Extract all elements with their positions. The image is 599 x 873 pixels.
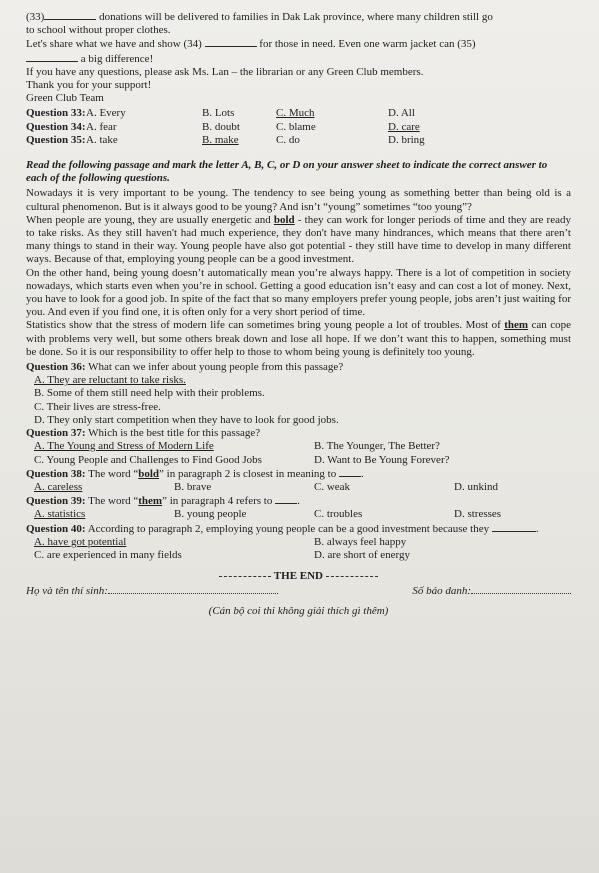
option-b[interactable]: B. Some of them still need help with their problems.	[34, 387, 265, 400]
option-a[interactable]: A. Every	[86, 107, 126, 120]
keyword-bold: bold	[138, 467, 160, 480]
divider	[219, 576, 271, 577]
question-label: Question 39:	[26, 495, 86, 508]
the-end-marker	[26, 570, 571, 583]
option-c[interactable]: C. blame	[276, 120, 316, 133]
option-a[interactable]: A. fear	[86, 120, 117, 133]
question-text: The word “	[85, 467, 139, 480]
option-d[interactable]: D. care	[388, 120, 420, 133]
question-37	[26, 427, 571, 467]
question-text: ” in paragraph 4 refers to	[162, 495, 273, 508]
keyword-them: them	[138, 495, 163, 508]
passage-text: can cope with problems very well, but some others break down and lose all hope. If we don’t want this to happen, something must be done. So it is our responsibility to offer help to those to whom being young is definitely too young.	[26, 319, 572, 358]
question-label: Question 36:	[26, 361, 86, 374]
notice-line-1	[26, 10, 571, 24]
notice-line-3	[26, 37, 571, 51]
option-b[interactable]: B. young people	[174, 508, 247, 521]
keyword-them: them	[504, 319, 529, 332]
option-c[interactable]: C. Young People and Challenges to Find Good Jobs	[34, 453, 262, 466]
option-d[interactable]: D. Want to Be Young Forever?	[314, 453, 450, 466]
question-text: What can we infer about young people from this passage?	[85, 361, 344, 374]
option-c[interactable]: C. troubles	[314, 508, 363, 521]
option-a[interactable]: A. The Young and Stress of Modern Life	[34, 440, 214, 453]
notice-line-2: to school without proper clothes.	[26, 24, 171, 37]
option-c[interactable]: C. do	[276, 133, 300, 146]
option-c[interactable]: C. Their lives are stress-free.	[34, 400, 161, 413]
option-c[interactable]: C. weak	[314, 480, 351, 493]
question-label: Question 33:	[26, 107, 86, 120]
question-label: Question 40:	[26, 522, 86, 535]
option-d[interactable]: D. bring	[388, 133, 425, 146]
notice-text: donations will be delivered to families in Dak Lak province, where many children still go	[99, 11, 493, 23]
student-name-field	[26, 585, 278, 598]
option-b[interactable]: B. doubt	[202, 120, 240, 133]
question-text: ” in paragraph 2 is closest in meaning to	[159, 467, 337, 480]
blank-33	[44, 10, 96, 20]
notice-line-6: Thank you for your support!	[26, 79, 152, 92]
proctor-note: (Cán bộ coi thi không giải thích gì thêm)	[208, 604, 389, 617]
answer-blank	[339, 467, 361, 477]
question-label: Question 38:	[26, 467, 86, 480]
passage-text: - they can work for longer periods of time and they are ready to take risks. As they still haven't had much experience, they don't have many hindrances, which means that there aren’t many things to stand in their way. Young people have also got potential - they still have time to develop in many different ways. Because of that, employing young people can be a good investment.	[26, 213, 571, 266]
option-c[interactable]: C. Much	[276, 107, 315, 120]
passage-text: When people are young, they are usually energetic and	[26, 213, 274, 226]
notice-block	[26, 10, 571, 105]
option-d[interactable]: D. unkind	[454, 480, 498, 493]
option-b[interactable]: B. make	[202, 133, 239, 146]
answer-blank	[275, 494, 297, 504]
passage-text: Statistics show that the stress of modern life can sometimes bring young people a lot of troubles. Most of	[26, 319, 505, 332]
option-a[interactable]: A. have got potential	[34, 535, 127, 548]
question-35-row	[26, 134, 571, 147]
option-c[interactable]: C. are experienced in many fields	[34, 548, 182, 561]
question-34-row	[26, 121, 571, 134]
notice-text: Let's share what we have and show (34)	[26, 38, 202, 51]
option-b[interactable]: B. brave	[174, 480, 212, 493]
passage-paragraph-4	[26, 319, 571, 359]
question-label: Question 35:	[26, 133, 86, 146]
question-label: Question 37:	[26, 427, 86, 440]
answer-blank	[492, 522, 536, 532]
fill-line	[108, 593, 278, 594]
fill-line	[471, 593, 571, 594]
reading-instruction: Read the following passage and mark the letter A, B, C, or D on your answer sheet to indicate the correct answer to each of the following questions.	[26, 159, 548, 185]
option-d[interactable]: D. They only start competition when they have to look for good jobs.	[34, 413, 339, 426]
question-text: The word “	[85, 495, 139, 508]
blank-35	[26, 52, 78, 62]
question-39: Question 39: The word “them” in paragraph 4 refers to . A. statistics B. young people C. troubles D. stresses	[26, 494, 571, 521]
questions-33-35	[26, 107, 571, 147]
notice-text: for those in need. Even one warm jacket can (35)	[259, 38, 476, 51]
option-d[interactable]: D. stresses	[454, 508, 502, 521]
candidate-number-label: Số báo danh:	[412, 585, 471, 598]
option-a[interactable]: A. careless	[34, 480, 83, 493]
passage-paragraph-3: On the other hand, being young doesn’t automatically mean you’re always happy. There is a lot of competition in society nowadays, which starts even when you’re in school. Getting a good education isn’t easy and can cost a lot of money. Next, you have to look for a good job. In spite of the fact that so many employers prefer young people, jobs aren’t just waiting for you. And even if you find one, it is often only for a very short period of time.	[26, 266, 571, 319]
question-36	[26, 361, 571, 427]
the-end-text: THE END	[273, 570, 324, 583]
notice-line-4	[26, 52, 571, 66]
passage-paragraph-2	[26, 214, 571, 267]
notice-line-5: If you have any questions, please ask Ms. Lan – the librarian or any Green Club members.	[26, 65, 424, 78]
question-label: Question 34:	[26, 120, 86, 133]
option-d[interactable]: D. All	[388, 107, 415, 120]
candidate-info	[26, 585, 571, 598]
candidate-number-field	[412, 585, 571, 598]
question-text: Which is the best title for this passage?	[85, 427, 261, 440]
question-33-row	[26, 107, 571, 120]
student-name-label: Họ và tên thí sinh:	[26, 585, 108, 598]
option-b[interactable]: B. always feel happy	[314, 535, 407, 548]
option-b[interactable]: B. The Younger, The Better?	[314, 440, 440, 453]
keyword-bold: bold	[273, 213, 295, 226]
option-b[interactable]: B. Lots	[202, 107, 235, 120]
option-a[interactable]: A. statistics	[34, 508, 86, 521]
option-d[interactable]: D. are short of energy	[314, 548, 411, 561]
reading-passage	[26, 187, 571, 359]
passage-paragraph-1: Nowadays it is very important to be young. The tendency to see being young as something better than being old is a cultural phenomenon. But is it always good to be young? And isn’t “young” sometimes “too young”?	[26, 187, 571, 213]
notice-text: a big difference!	[80, 52, 154, 65]
blank-34	[205, 37, 257, 47]
question-number-33: (33)	[26, 11, 45, 23]
question-40: Question 40: According to paragraph 2, employing young people can be a good investment because they . A. have got potential B. always feel happy C. are experienced in many fields D. are short of energy	[26, 522, 571, 563]
notice-line-7: Green Club Team	[26, 92, 104, 105]
option-a[interactable]: A. They are reluctant to take risks.	[34, 374, 186, 387]
question-text: According to paragraph 2, employing young people can be a good investment because they	[85, 522, 490, 535]
option-a[interactable]: A. take	[86, 133, 118, 146]
question-38: Question 38: The word “bold” in paragraph 2 is closest in meaning to . A. careless B. brave C. weak D. unkind	[26, 467, 571, 494]
divider	[326, 576, 378, 577]
